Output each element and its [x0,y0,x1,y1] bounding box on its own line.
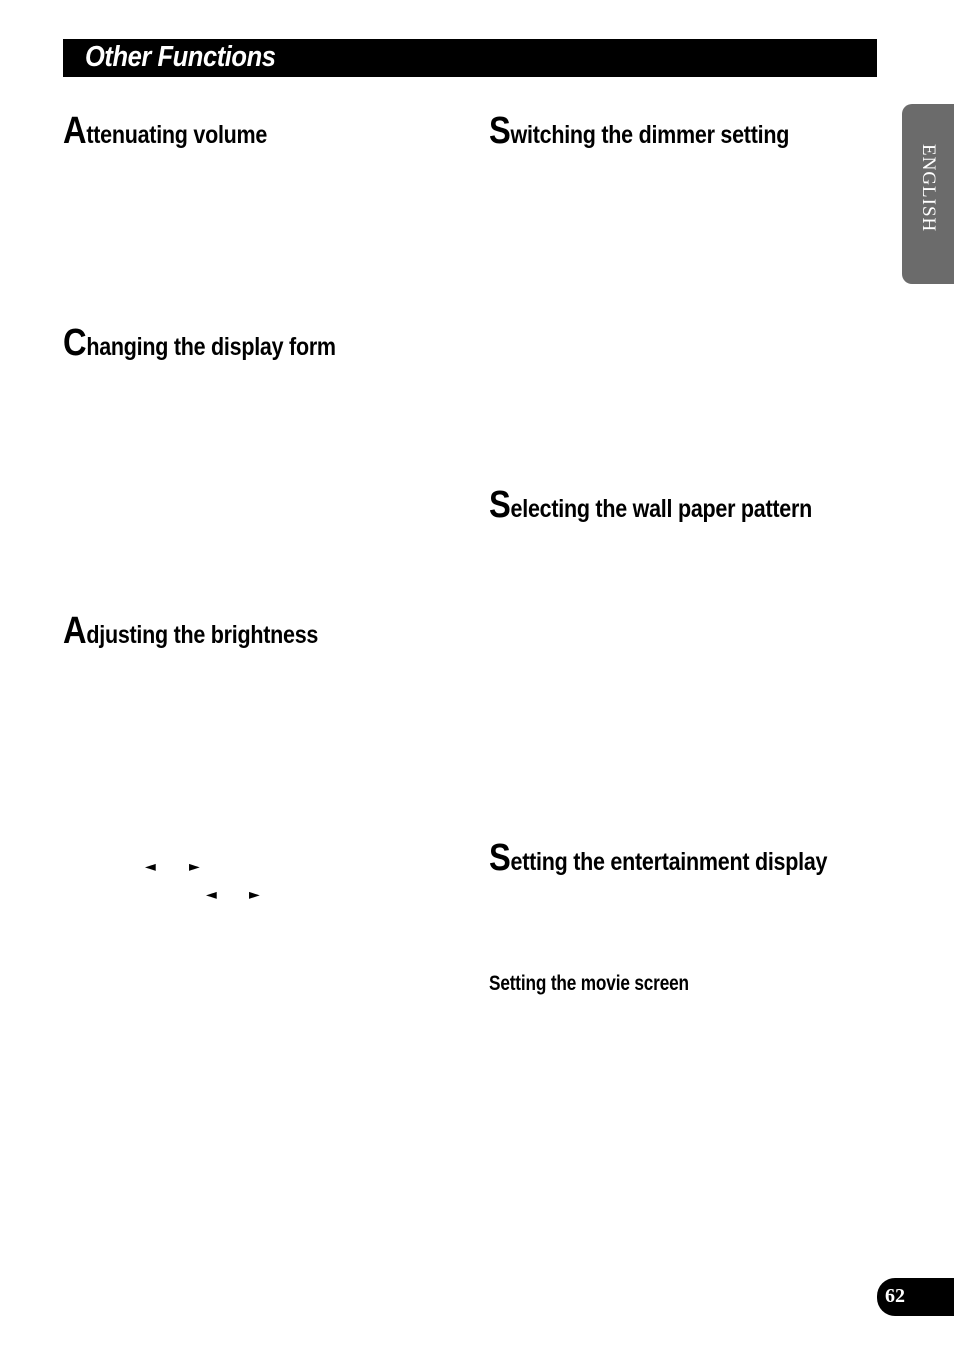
section-title-bar [63,39,877,77]
subheading-movie-screen: Setting the movie screen [489,972,689,995]
right-arrow-icon: ► [249,887,260,903]
left-arrow-icon: ◄ [206,887,217,903]
heading-entertainment-display: Setting the entertainment display [489,837,828,879]
page-number: 62 [885,1285,905,1307]
page-number-badge [877,1278,954,1316]
heading-changing-display-form: Changing the display form [63,322,336,364]
heading-wall-paper-pattern: Selecting the wall paper pattern [489,484,812,526]
heading-switching-dimmer: Switching the dimmer setting [489,110,790,152]
left-arrow-icon: ◄ [145,859,156,875]
heading-attenuating-volume: Attenuating volume [63,110,268,152]
section-title: Other Functions [85,41,276,73]
heading-adjusting-brightness: Adjusting the brightness [63,610,319,652]
language-tab [902,104,954,284]
language-label: ENGLISH [918,144,939,233]
right-arrow-icon: ► [189,859,200,875]
